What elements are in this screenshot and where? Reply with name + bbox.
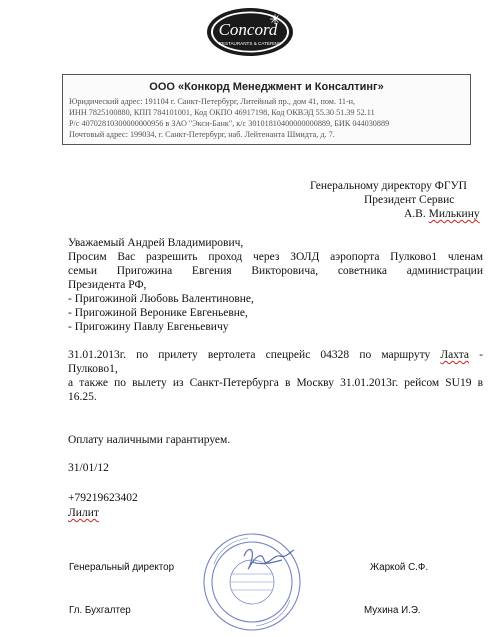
person-1: - Пригожиной Любовь Валентиновне, xyxy=(68,293,254,305)
director-title: Генеральный директор xyxy=(69,562,175,573)
company-requisites-box xyxy=(62,74,471,145)
flight-line-1-end: - xyxy=(469,349,483,361)
company-logo xyxy=(205,6,295,58)
person-2: - Пригожиной Веронике Евгеньевне, xyxy=(68,307,248,319)
signature-mark xyxy=(244,549,294,568)
contact-name: Лилит xyxy=(68,507,99,519)
company-name: ООО «Конкорд Менеджмент и Консалтинг» xyxy=(149,81,384,93)
addressee-organization: Президент Сервис xyxy=(364,194,455,206)
flight-line-2: Пулково1, xyxy=(68,363,118,375)
flight-route: Лахта xyxy=(440,349,470,361)
request-line-1: Просим Вас разрешить проход через ЗОЛД аэропорта Пулково1 членам xyxy=(68,251,483,263)
addressee-initials: А.В. xyxy=(404,208,429,220)
flight-line-3: а также по вылету из Санкт-Петербурга в Москву 31.01.2013г. рейсом SU19 в xyxy=(68,377,483,389)
greeting: Уважаемый Андрей Владимирович, xyxy=(68,237,244,249)
accountant-title: Гл. Бухгалтер xyxy=(69,605,131,616)
contact-phone: +79219623402 xyxy=(68,492,138,504)
legal-address: Юридический адрес: 191104 г. Санкт-Петербург, Литейный пр., дом 41, пом. 11-н, xyxy=(69,97,356,106)
director-name: Жаркой С.Ф. xyxy=(370,562,429,573)
payment-guarantee: Оплату наличными гарантируем. xyxy=(68,434,231,446)
request-line-3: Президента РФ, xyxy=(68,279,147,291)
flight-line-1 xyxy=(68,349,483,361)
postal-address: Почтовый адрес: 199034, г. Санкт-Петербург, наб. Лейтенанта Шмидта, д. 7. xyxy=(69,130,335,139)
person-3: - Пригожину Павлу Евгеньевичу xyxy=(68,321,229,333)
bank-account: Р/с 40702810300000000956 в ЗАО "Экси-Банк", к/с 30101810400000000889, БИК 044030889 xyxy=(69,119,390,128)
request-line-2: семьи Пригожина Евгения Викторовича, советника администрации xyxy=(68,265,483,277)
flight-line-4: 16.25. xyxy=(68,391,97,403)
logo-tagline: RESTAURANTS & CATERING xyxy=(218,41,282,46)
addressee-surname: Милькину xyxy=(428,208,480,220)
letter-date: 31/01/12 xyxy=(68,462,109,474)
tax-ids: ИНН 7825100880, КПП 784101001, Код ОКПО 46917198, Код ОКВЭД 55.30 51.39 52.11 xyxy=(69,108,375,117)
addressee-position: Генеральному директору ФГУП xyxy=(310,180,467,192)
company-stamp xyxy=(192,526,312,636)
flight-line-1-start: 31.01.2013г. по прилету вертолета спецрейс 04328 по маршруту xyxy=(68,349,441,361)
addressee-name xyxy=(404,208,480,220)
star-icon xyxy=(270,14,280,24)
accountant-name: Мухина И.Э. xyxy=(364,605,421,616)
logo-name: Concord xyxy=(218,20,278,39)
